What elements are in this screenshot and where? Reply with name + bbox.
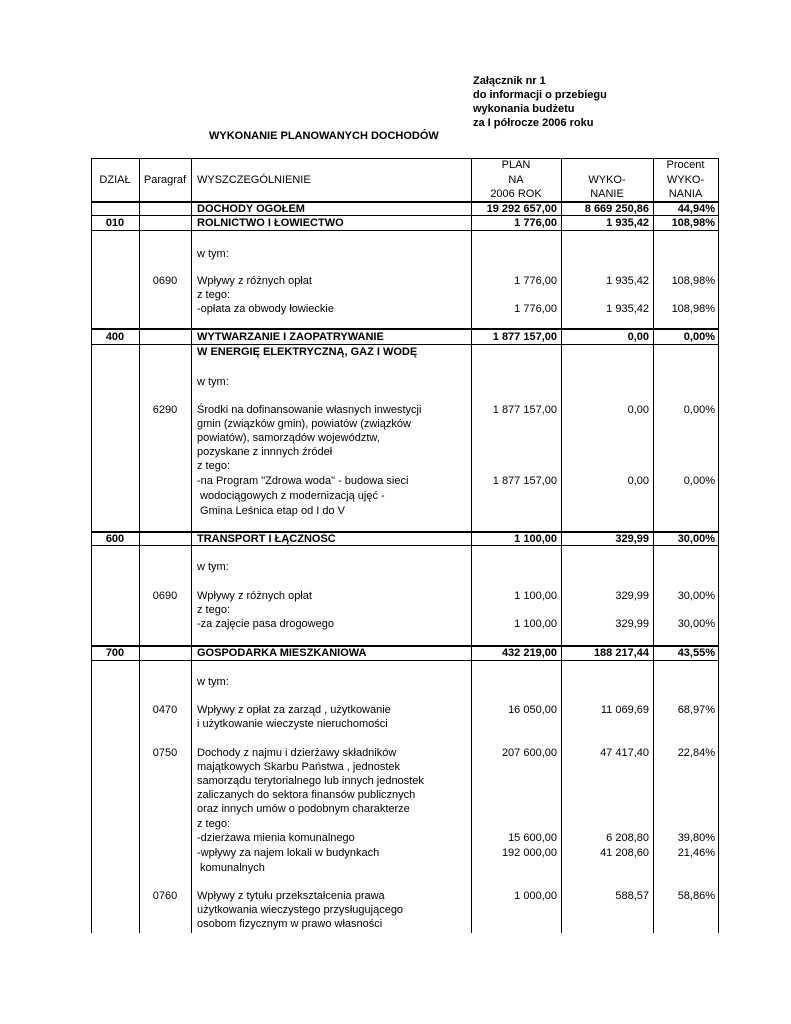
income-table: [91, 158, 719, 933]
table-top-border: [91, 158, 719, 159]
section-code: 010: [105, 217, 125, 229]
total-wyk: 8 669 250,86: [584, 203, 649, 215]
paragraph-desc: Wpływy z tytułu przekształcenia prawa: [197, 890, 385, 902]
paragraph-code: 6290: [152, 404, 178, 416]
paragraph-proc: 22,84%: [677, 747, 715, 759]
section-wyk: 0,00: [627, 331, 649, 343]
sub-desc: -opłata za obwody łowieckie: [197, 303, 334, 315]
paragraph-plan: 1 877 157,00: [492, 404, 557, 416]
sub-plan: 1 776,00: [514, 303, 557, 315]
section-plan: 1 877 157,00: [492, 331, 557, 343]
sub-proc: 39,80%: [677, 832, 715, 844]
sub-wyk: 0,00: [627, 475, 649, 487]
w-tym-label: w tym:: [197, 561, 229, 573]
paragraph-code: 0690: [152, 275, 178, 287]
annex-line-2: do informacji o przebiegu: [473, 89, 607, 101]
sub-desc: -na Program "Zdrowa woda" - budowa sieci: [197, 475, 409, 487]
page-title: WYKONANIE PLANOWANYCH DOCHODÓW: [209, 130, 439, 142]
paragraph-desc: Wpływy z różnych opłat: [197, 275, 312, 287]
col-header-plan-1: PLAN: [501, 159, 531, 171]
w-tym-label: w tym:: [197, 676, 229, 688]
paragraph-proc: 58,86%: [677, 890, 715, 902]
w-tym-label: w tym:: [197, 376, 229, 388]
row-border: [91, 660, 719, 661]
total-proc: 44,94%: [677, 203, 715, 215]
col-header-plan-3: 2006 ROK: [490, 188, 542, 200]
sub-proc: 0,00%: [683, 475, 715, 487]
section-code: 400: [105, 331, 125, 343]
paragraph-desc: zaliczanych do sektora finansów publicznych: [197, 789, 416, 801]
paragraph-wyk: 588,57: [615, 890, 649, 902]
row-border: [91, 230, 719, 231]
sub-proc: 21,46%: [677, 847, 715, 859]
paragraph-desc: Wpływy z opłat za zarząd , użytkowanie: [197, 704, 391, 716]
col-header-proc-3: NANIA: [668, 188, 703, 200]
sub-wyk: 41 208,60: [600, 847, 649, 859]
section-wyk: 1 935,42: [606, 217, 649, 229]
z-tego-label: z tego:: [197, 604, 231, 616]
col-header-wyk-2: NANIE: [590, 188, 624, 200]
sub-wyk: 6 208,80: [606, 832, 649, 844]
paragraph-code: 0760: [152, 890, 178, 902]
paragraph-wyk: 0,00: [627, 404, 649, 416]
paragraph-plan: 1 100,00: [514, 590, 557, 602]
section-code: 700: [105, 647, 125, 659]
paragraph-wyk: 47 417,40: [600, 747, 649, 759]
section-proc: 0,00%: [683, 331, 715, 343]
sub-desc: -wpływy za najem lokali w budynkach: [197, 847, 380, 859]
section-label: WYTWARZANIE I ZAOPATRYWANIE: [197, 331, 384, 343]
paragraph-proc: 68,97%: [677, 704, 715, 716]
col-header-desc: WYSZCZEGÓLNIENIE: [197, 174, 311, 186]
section-wyk: 329,99: [615, 533, 649, 545]
w-tym-label: w tym:: [197, 248, 229, 260]
paragraph-desc: gmin (związków gmin), powiatów (związków: [197, 418, 411, 430]
section-label: ROLNICTWO I ŁOWIECTWO: [197, 217, 344, 229]
paragraph-plan: 207 600,00: [501, 747, 557, 759]
sub-proc: 108,98%: [671, 303, 715, 315]
section-proc: 108,98%: [671, 217, 715, 229]
annex-line-3: wykonania budżetu: [473, 103, 575, 115]
section-code: 600: [105, 533, 125, 545]
annex-line-1: Załącznik nr 1: [473, 75, 546, 87]
paragraph-desc: osobom fizycznym w prawo własności: [197, 918, 383, 930]
section-plan: 432 219,00: [501, 647, 557, 659]
section-plan: 1 776,00: [514, 217, 557, 229]
sub-desc: Gmina Leśnica etap od I do V: [197, 505, 345, 517]
sub-wyk: 329,99: [615, 618, 649, 630]
paragraph-wyk: 11 069,69: [600, 704, 649, 716]
total-plan: 19 292 657,00: [486, 203, 557, 215]
paragraph-desc: Dochody z najmu i dzierżawy składników: [197, 747, 397, 759]
sub-plan: 192 000,00: [501, 847, 557, 859]
paragraph-desc: Wpływy z różnych opłat: [197, 590, 312, 602]
sub-plan: 15 600,00: [508, 832, 557, 844]
sub-desc: -za zajęcie pasa drogowego: [197, 618, 334, 630]
annex-line-4: za I półrocze 2006 roku: [473, 117, 594, 129]
section-wyk: 188 217,44: [593, 647, 649, 659]
paragraph-desc: pozyskane z innnych źródeł: [197, 446, 333, 458]
sub-desc: -dzierżawa mienia komunalnego: [197, 832, 355, 844]
paragraph-wyk: 329,99: [615, 590, 649, 602]
col-header-proc-1: Procent: [666, 159, 705, 171]
sub-wyk: 1 935,42: [606, 303, 649, 315]
paragraph-plan: 1 776,00: [514, 275, 557, 287]
z-tego-label: z tego:: [197, 460, 231, 472]
section-proc: 30,00%: [677, 533, 715, 545]
paragraph-desc: oraz innych umów o podobnym charakterze: [197, 803, 410, 815]
paragraph-wyk: 1 935,42: [606, 275, 649, 287]
section-proc: 43,55%: [677, 647, 715, 659]
paragraph-desc: i użytkowanie wieczyste nieruchomości: [197, 718, 388, 730]
col-header-plan-2: NA: [508, 174, 524, 186]
section-label: TRANSPORT I ŁĄCZNOŚĆ: [197, 533, 336, 545]
paragraph-desc: majątkowych Skarbu Państwa , jednostek: [197, 761, 400, 773]
paragraph-code: 0750: [152, 747, 178, 759]
paragraph-desc: samorządu terytorialnego lub innych jednostek: [197, 775, 424, 787]
col-header-wyk-1: WYKO-: [588, 174, 626, 186]
section-plan: 1 100,00: [514, 533, 557, 545]
z-tego-label: z tego:: [197, 818, 231, 830]
paragraph-proc: 0,00%: [683, 404, 715, 416]
sub-desc: wodociągowych z modernizacją ujęć -: [197, 490, 385, 502]
sub-desc: komunalnych: [197, 862, 265, 874]
col-header-paragraf: Paragraf: [143, 174, 187, 186]
sub-proc: 30,00%: [677, 618, 715, 630]
section-label: GOSPODARKA MIESZKANIOWA: [197, 647, 367, 659]
col-header-dzial: DZIAŁ: [99, 174, 131, 186]
paragraph-proc: 108,98%: [671, 275, 715, 287]
col-header-proc-2: WYKO-: [666, 174, 705, 186]
sub-plan: 1 877 157,00: [492, 475, 557, 487]
paragraph-desc: użytkowania wieczystego przysługującego: [197, 904, 404, 916]
paragraph-desc: powiatów), samorządów województw,: [197, 432, 380, 444]
z-tego-label: z tego:: [197, 289, 231, 301]
paragraph-code: 0470: [152, 704, 178, 716]
paragraph-desc: Środki na dofinansowanie własnych inwestycji: [197, 404, 422, 416]
paragraph-proc: 30,00%: [677, 590, 715, 602]
paragraph-plan: 1 000,00: [514, 890, 557, 902]
paragraph-code: 0690: [152, 590, 178, 602]
section-label-2: W ENERGIĘ ELEKTRYCZNĄ, GAZ I WODĘ: [197, 346, 418, 358]
total-label: DOCHODY OGOŁEM: [197, 203, 305, 215]
paragraph-plan: 16 050,00: [508, 704, 557, 716]
sub-plan: 1 100,00: [514, 618, 557, 630]
